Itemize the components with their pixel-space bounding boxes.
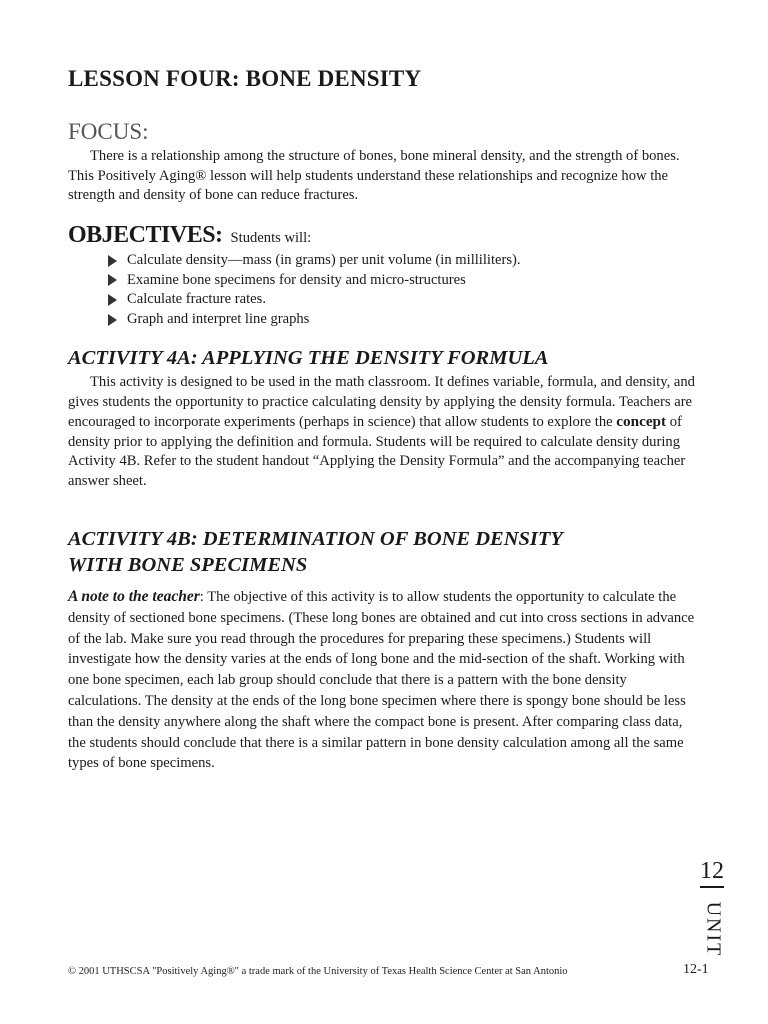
focus-text: There is a relationship among the structure of bones, bone mineral density, and the strength of bones. This Positively Aging® lesson will help students understand these relationships and recognize how the strength and density of bone can reduce fractures. bbox=[68, 148, 680, 204]
arrow-bullet-icon bbox=[108, 314, 117, 326]
activity-4b-text: : The objective of this activity is to allow students the opportunity to calculate the density of sectioned bone specimens. (These long bones are obtained and cut into cross sections in advance of the lab. Make sure you read through the procedures for preparing these specimens.) Students will investigate how the density varies at the ends of long bone and the mid-section of the shaft. Working with one bone specimen, each lab group should conclude that there is a pattern with the bone density calculations. The density at the ends of the long bone specimen where there is spongy bone should be less than the density anywhere along the shaft where the compact bone is present. After comparing class data, the students should conclude that there is a similar pattern in bone density calculation among all the same types of bone specimens. bbox=[68, 589, 695, 772]
list-item bbox=[108, 310, 521, 330]
arrow-bullet-icon bbox=[108, 255, 117, 267]
arrow-bullet-icon bbox=[108, 274, 117, 286]
objectives-list bbox=[108, 251, 521, 329]
concept-emphasis: concept bbox=[616, 413, 667, 431]
list-item-text: Examine bone specimens for density and micro-structures bbox=[127, 271, 466, 288]
list-item-text: Graph and interpret line graphs bbox=[127, 310, 310, 327]
footer-copyright: © 2001 UTHSCSA "Positively Aging®" a trade mark of the University of Texas Health Science Center at San Antonio bbox=[68, 966, 568, 977]
list-item-text: Calculate density—mass (in grams) per unit volume (in milliliters). bbox=[127, 252, 521, 268]
list-item bbox=[108, 290, 521, 310]
activity-4b-heading-line2: WITH BONE SPECIMENS bbox=[68, 554, 308, 576]
unit-divider bbox=[700, 886, 724, 888]
arrow-bullet-icon bbox=[108, 294, 117, 306]
focus-paragraph bbox=[68, 147, 700, 206]
activity-4b-paragraph bbox=[68, 587, 700, 774]
objectives-intro: Students will: bbox=[230, 230, 312, 246]
activity-4a-text-after: of density prior to applying the definition and formula. Students will be required to calculate density during Activity 4B. Refer to the student handout “Applying the Density Formula” and the accompanying teacher answer sheet. bbox=[68, 414, 686, 489]
activity-4a-heading: ACTIVITY 4A: APPLYING THE DENSITY FORMULA bbox=[68, 347, 549, 369]
activity-4a-text-before: This activity is designed to be used in the math classroom. It defines variable, formula, and density, and gives students the opportunity to practice calculating density by applying the density formula. Teachers are encouraged to incorporate experiments (perhaps in science) that allow students to explore the bbox=[68, 374, 695, 431]
activity-4b-heading-line1: ACTIVITY 4B: DETERMINATION OF BONE DENSITY bbox=[68, 528, 563, 550]
activity-4a-paragraph bbox=[68, 373, 700, 492]
focus-heading: FOCUS: bbox=[68, 119, 149, 144]
activity-4b-heading bbox=[68, 526, 563, 578]
page-number: 12-1 bbox=[683, 962, 709, 977]
unit-number: 12 bbox=[700, 858, 724, 884]
lesson-title: LESSON FOUR: BONE DENSITY bbox=[68, 66, 422, 91]
objectives-heading: OBJECTIVES: bbox=[68, 222, 223, 248]
list-item bbox=[108, 251, 521, 271]
list-item-text: Calculate fracture rates. bbox=[127, 291, 266, 308]
note-label: A note to the teacher bbox=[68, 588, 200, 605]
list-item bbox=[108, 271, 521, 291]
objectives-header bbox=[68, 222, 311, 249]
unit-label: UNIT bbox=[702, 901, 725, 958]
unit-tab bbox=[692, 858, 732, 958]
